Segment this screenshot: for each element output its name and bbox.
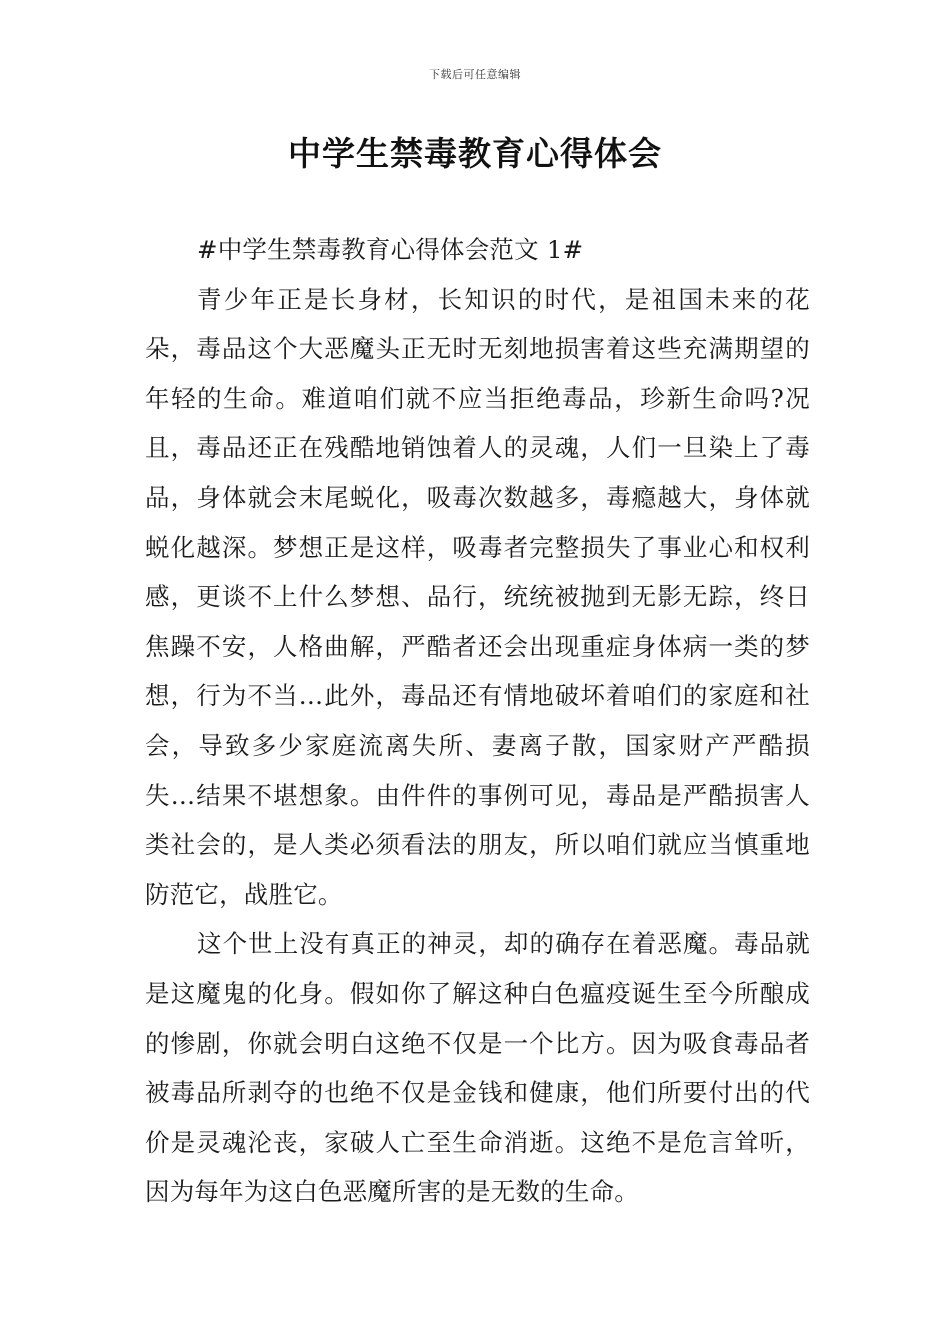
paragraph-2: 这个世上没有真正的神灵，却的确存在着恶魔。毒品就是这魔鬼的化身。假如你了解这种白色瘟疫诞生至今所酿成的惨剧，你就会明白这绝不仅是一个比方。因为吸食毒品者被毒品所剥夺的也绝不仅是金钱和健康，他们所要付出的代价是灵魂沦丧，家破人亡至生命消逝。这绝不是危言耸听，因为每年为这白色恶魔所害的是无数的生命。	[145, 929, 810, 1207]
section-subheading: #中学生禁毒教育心得体会范文 1#	[197, 235, 584, 264]
header-note: 下载后可任意编辑	[429, 68, 521, 81]
document-body	[145, 225, 810, 1217]
document-title: 中学生禁毒教育心得体会	[288, 134, 662, 173]
paragraph-1: 青少年正是长身材，长知识的时代，是祖国未来的花朵，毒品这个大恶魔头正无时无刻地损害着这些充满期望的年轻的生命。难道咱们就不应当拒绝毒品，珍新生命吗?况且，毒品还正在残酷地销蚀着人的灵魂，人们一旦染上了毒品，身体就会末尾蜕化，吸毒次数越多，毒瘾越大，身体就蜕化越深。梦想正是这样，吸毒者完整损失了事业心和权利感，更谈不上什么梦想、品行，统统被抛到无影无踪，终日焦躁不安，人格曲解，严酷者还会出现重症身体病一类的梦想，行为不当…此外，毒品还有情地破坏着咱们的家庭和社会，导致多少家庭流离失所、妻离子散，国家财产严酷损失…结果不堪想象。由件件的事例可见，毒品是严酷损害人类社会的，是人类必须看法的朋友，所以咱们就应当慎重地防范它，战胜它。	[145, 284, 810, 909]
